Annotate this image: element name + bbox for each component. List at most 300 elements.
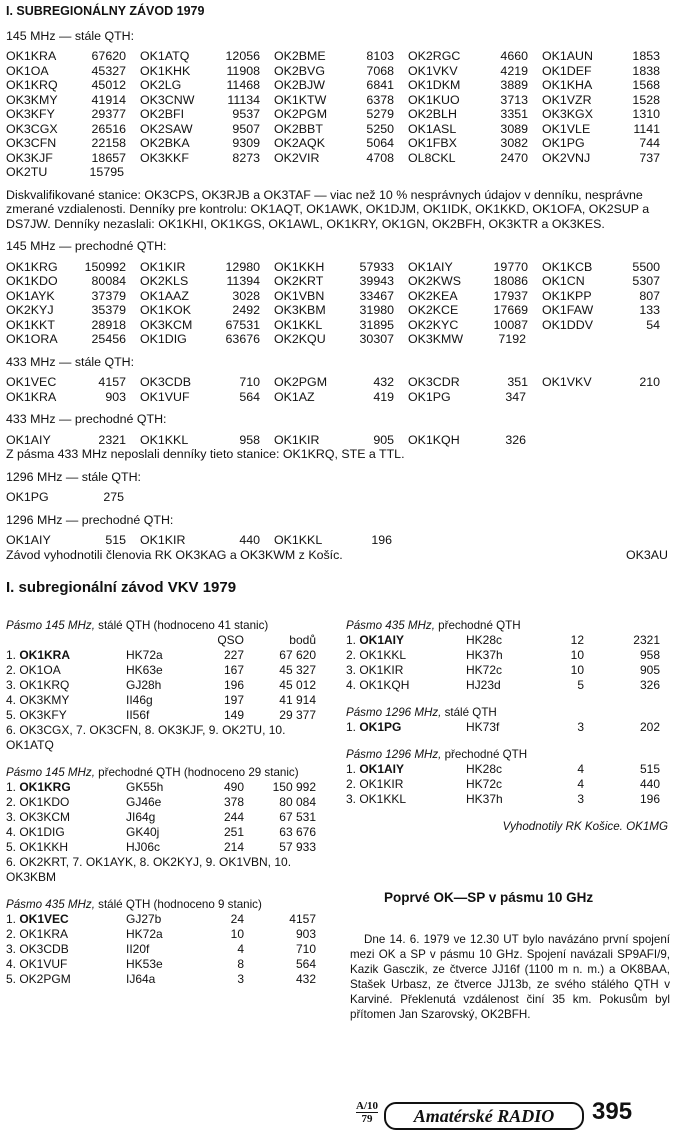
rank: 2.: [6, 795, 20, 809]
table-row: [6, 942, 336, 957]
station-cell: [408, 260, 542, 275]
rank: 3.: [346, 792, 360, 806]
score: 3028: [232, 288, 260, 303]
station-cell: [274, 375, 408, 390]
callsign: OK1FAW: [542, 303, 594, 317]
rank: 4.: [346, 678, 360, 692]
table-row: [6, 303, 668, 318]
score: 710: [239, 375, 260, 389]
rank: 4.: [6, 693, 20, 707]
score: 1141: [633, 121, 660, 136]
score: 11394: [226, 274, 260, 288]
rank: 1.: [6, 780, 20, 794]
table-row: [6, 107, 668, 122]
locator: HK28c: [466, 633, 503, 647]
locator: II46g: [126, 693, 153, 707]
station-cell: [6, 303, 140, 318]
score: 35379: [91, 303, 126, 317]
score: 8273: [232, 150, 260, 165]
score: 29377: [91, 107, 126, 121]
callsign: OK2VNJ: [542, 150, 591, 165]
points: 41 914: [279, 693, 316, 707]
table-row: [6, 780, 336, 795]
results-block: [6, 618, 336, 753]
rank: 4.: [6, 825, 20, 839]
callsign: OK3CFN: [6, 136, 57, 150]
points: 45 327: [279, 663, 316, 677]
score: 45327: [91, 63, 126, 78]
callsign: OK1KIR: [274, 432, 320, 447]
report-top: [6, 4, 668, 562]
table-row: [346, 762, 668, 777]
table-1296-prechodne: [6, 533, 668, 548]
station-cell: [274, 122, 408, 137]
score: 22158: [91, 136, 126, 150]
callsign: OK1KTW: [274, 92, 327, 107]
locator: JI64g: [126, 810, 156, 824]
table-row: [6, 840, 336, 855]
callsign: OK1VEC: [6, 375, 57, 389]
station-cell: [274, 533, 392, 548]
station-cell: [542, 93, 660, 108]
column-header: bodů: [289, 633, 316, 647]
locator: II20f: [126, 942, 150, 956]
rank-callsign: [6, 825, 126, 840]
rank-callsign: [6, 972, 126, 987]
callsign: OK2TU: [6, 165, 48, 179]
score: 903: [105, 389, 126, 404]
rank-callsign: [6, 708, 126, 723]
callsign: OK2BFI: [140, 107, 185, 121]
table-row: [6, 78, 668, 93]
rank-callsign: [6, 795, 126, 810]
block-band: Pásmo 145 MHz,: [6, 766, 95, 779]
score: 905: [373, 432, 394, 447]
table-433-stale: [6, 375, 668, 404]
block-band: Pásmo 435 MHz,: [346, 619, 435, 632]
station-cell: [140, 64, 274, 79]
station-cell: [274, 93, 408, 108]
qso-count: 378: [223, 795, 244, 809]
station-cell: [542, 318, 660, 333]
station-cell: [140, 375, 274, 390]
qso-count: 3: [577, 720, 584, 734]
qso-count: 4: [577, 777, 584, 791]
station-cell: [140, 533, 274, 548]
callsign: OK3KCM: [19, 810, 71, 824]
block-header: [6, 897, 336, 912]
points: 2321: [633, 633, 660, 647]
table-row: [6, 795, 336, 810]
score: 30307: [359, 332, 394, 346]
station-cell: [274, 107, 408, 122]
score: 9507: [232, 121, 260, 136]
callsign: OK1VKV: [408, 63, 458, 78]
qso-count: 244: [223, 810, 244, 824]
points: 326: [639, 678, 660, 692]
rank: 5.: [6, 708, 20, 722]
score: 80084: [91, 274, 126, 288]
station-cell: [408, 151, 542, 166]
evaluator-signature: Vyhodnotily RK Košice. OK1MG: [502, 820, 668, 833]
section-433-prechodne: 433 MHz — prechodné QTH:: [6, 412, 167, 426]
issue-top: A/10: [356, 1100, 378, 1112]
qso-count: 5: [577, 678, 584, 692]
rank-callsign: [6, 648, 126, 663]
section-title-vkv: I. subregionální závod VKV 1979: [6, 579, 237, 596]
score: 1528: [632, 92, 660, 107]
score: 5500: [632, 259, 660, 274]
score: 5279: [366, 107, 394, 121]
score: 7192: [498, 332, 526, 346]
score: 3082: [500, 136, 528, 150]
rank: 2.: [6, 927, 20, 941]
callsign: OK1KDO: [19, 795, 70, 809]
rank-callsign: [6, 840, 126, 855]
callsign: OK1KHA: [542, 78, 593, 92]
callsign: OK1AYK: [6, 288, 55, 303]
points: 4157: [289, 912, 316, 926]
station-cell: [408, 274, 542, 289]
callsign: OK1VKV: [542, 375, 592, 389]
callsign: OK1AUN: [542, 49, 593, 63]
table-row: [346, 648, 668, 663]
table-145-prechodne: [6, 260, 668, 347]
callsign: OK1KRG: [6, 259, 58, 274]
points: 196: [639, 792, 660, 806]
station-cell: [274, 289, 408, 304]
station-cell: [140, 260, 274, 275]
block-band: Pásmo 1296 MHz,: [346, 748, 442, 761]
qso-count: 12: [570, 633, 584, 647]
station-cell: [140, 332, 274, 347]
rank-callsign: [6, 780, 126, 795]
rank: 3.: [6, 678, 20, 692]
callsign: OK1PG: [6, 490, 49, 504]
score: 1568: [632, 78, 660, 92]
points: 57 933: [279, 840, 316, 854]
block-desc: stálé QTH (hodnoceno 41 stanic): [94, 619, 269, 632]
callsign: OK2KWS: [408, 274, 462, 288]
station-cell: [542, 107, 660, 122]
station-cell: [6, 390, 140, 405]
callsign: OK3KMY: [6, 92, 58, 107]
score: 67620: [91, 49, 126, 63]
score: 4219: [500, 63, 528, 78]
locator: HJ23d: [466, 678, 501, 692]
station-cell: [274, 390, 408, 405]
locator: HK53e: [126, 957, 163, 971]
callsign: OK1KQH: [408, 432, 460, 447]
score: 19770: [493, 259, 528, 274]
points: 564: [295, 957, 316, 971]
column-header: QSO: [217, 633, 244, 647]
block-desc: přechodné QTH: [441, 748, 528, 761]
station-cell: [6, 93, 140, 108]
callsign: OK1KPP: [542, 288, 592, 303]
station-cell: [274, 136, 408, 151]
station-cell: [408, 64, 542, 79]
remaining-ranks: 6. OK2KRT, 7. OK1AYK, 8. OK2KYJ, 9. OK1VBN, 10. OK3KBM: [6, 855, 292, 884]
callsign: OK1DIG: [140, 332, 187, 346]
callsign: OK1DKM: [408, 78, 461, 92]
station-cell: [408, 93, 542, 108]
score: 37379: [91, 288, 126, 303]
block-header: [346, 705, 668, 720]
table-row: [6, 318, 668, 333]
results-block: [346, 705, 668, 735]
callsign: OK1KRA: [19, 648, 71, 662]
station-cell: [274, 49, 408, 64]
results-block: [346, 747, 668, 807]
callsign: OK1PG: [359, 720, 402, 734]
report-title: I. SUBREGIONÁLNY ZÁVOD 1979: [6, 4, 205, 18]
callsign: OK1KKL: [274, 317, 323, 332]
qso-count: 10: [230, 927, 244, 941]
rank: 3.: [346, 663, 360, 677]
score: 196: [371, 533, 392, 547]
callsign: OK1KIR: [140, 259, 186, 274]
locator: II56f: [126, 708, 150, 722]
score: 8103: [366, 49, 394, 63]
score: 18086: [493, 274, 528, 288]
magazine-logo: Amatérské RADIO: [384, 1102, 584, 1130]
callsign: OK1OA: [19, 663, 61, 677]
table-433-prechodne: [6, 433, 668, 448]
rank: 3.: [6, 810, 20, 824]
callsign: OK1OA: [6, 63, 49, 78]
callsign: OK2BKA: [140, 136, 190, 150]
callsign: OK1VEC: [19, 912, 69, 926]
callsign: OK1KHK: [140, 63, 191, 78]
station-cell: [274, 260, 408, 275]
table-row: [346, 678, 668, 693]
callsign: OK3KFY: [19, 708, 67, 722]
score: 432: [373, 375, 394, 389]
callsign: OK3KGX: [542, 107, 593, 121]
score: 11134: [227, 92, 260, 107]
score: 11908: [226, 63, 260, 78]
table-row: [6, 490, 668, 505]
score: 41914: [91, 92, 126, 107]
score: 9537: [232, 107, 260, 121]
locator: HK72c: [466, 777, 503, 791]
callsign: OK1ORA: [6, 332, 58, 346]
points: 958: [639, 648, 660, 662]
results-block: [6, 765, 336, 885]
callsign: OK1KUO: [408, 92, 460, 107]
station-cell: [542, 78, 660, 93]
station-cell: [408, 318, 542, 333]
callsign: OK2KQU: [274, 332, 326, 346]
rank-callsign: [346, 720, 466, 735]
issue-bottom: 79: [361, 1113, 373, 1125]
station-cell: [274, 78, 408, 93]
disqualified-paragraph: Diskvalifikované stanice: OK3CPS, OK3RJB a OK3TAF — viac než 10 % nesprávnych údajov v denníku, nesprávne zmerané vzdialenosti. Denníky pre kontrolu: OK1AQT, OK1AWK, OK1DJM, OK1IDK, OK1KKD, OK1OFA, OK2SUP a DS7JW. Denníky nezaslali: OK1KHI, OK1KGS, OK1AWL, OK1KRY, OK1GN, OK2BFH, OK3KTR a OK3KES.: [6, 187, 650, 231]
station-cell: [6, 332, 140, 347]
score: 3089: [500, 121, 528, 136]
table-145-stale: [6, 49, 668, 180]
station-cell: [542, 49, 660, 64]
table-row: [6, 260, 668, 275]
rank: 4.: [6, 957, 20, 971]
callsign: OK1AAZ: [140, 288, 189, 303]
block-desc: přechodné QTH (hodnoceno 29 stanic): [94, 766, 299, 779]
score: 3713: [500, 92, 528, 107]
score: 57933: [359, 259, 394, 274]
block-header: [346, 747, 668, 762]
qso-count: 3: [577, 792, 584, 806]
qso-count: 24: [230, 912, 244, 926]
score: 5250: [366, 121, 394, 136]
callsign: OK2AQK: [274, 136, 325, 150]
callsign: OK1KIR: [359, 777, 404, 791]
callsign: OK2BVG: [274, 63, 325, 78]
callsign: OK2KYC: [408, 317, 459, 332]
table-row: [6, 693, 336, 708]
callsign: OK1AIY: [6, 432, 51, 447]
score: 26516: [91, 121, 126, 136]
block-desc: stálé QTH (hodnoceno 9 stanic): [94, 898, 262, 911]
score: 133: [639, 303, 660, 317]
rank: 1.: [346, 720, 360, 734]
station-cell: [6, 375, 140, 390]
locator: HK28c: [466, 762, 503, 776]
score: 63676: [225, 332, 260, 346]
callsign: OK2LG: [140, 78, 182, 92]
qso-count: 196: [223, 678, 244, 692]
block-header: [6, 765, 336, 780]
callsign: OK1AZ: [274, 389, 315, 404]
qso-count: 8: [237, 957, 244, 971]
callsign: OK1KCB: [542, 259, 593, 274]
score: 12980: [225, 259, 260, 274]
block-band: Pásmo 145 MHz,: [6, 619, 95, 632]
station-cell: [140, 318, 274, 333]
callsign: OK1KKT: [6, 317, 55, 332]
station-cell: [140, 107, 274, 122]
points: 29 377: [279, 708, 316, 722]
score: 31895: [359, 317, 394, 332]
table-row: [6, 64, 668, 79]
station-cell: [6, 107, 140, 122]
callsign: OK1KDO: [6, 274, 58, 288]
qso-count: 4: [237, 942, 244, 956]
callsign: OK3KCM: [140, 317, 193, 332]
callsign: OK1KKL: [359, 648, 407, 662]
column-headers: [6, 633, 336, 648]
station-cell: [6, 289, 140, 304]
score: 958: [239, 432, 260, 447]
callsign: OK2KEA: [408, 288, 458, 303]
rank-callsign: [6, 678, 126, 693]
table-row: [6, 122, 668, 137]
callsign: OK1KQH: [359, 678, 410, 692]
table-row: [346, 792, 668, 807]
station-cell: [408, 289, 542, 304]
station-cell: [274, 433, 408, 448]
score: 1838: [632, 63, 660, 78]
callsign: OK1ASL: [408, 121, 457, 136]
table-row: [6, 93, 668, 108]
station-cell: [6, 151, 140, 166]
score: 2492: [232, 303, 260, 317]
callsign: OK1KRA: [6, 49, 57, 63]
callsign: OK1KIR: [359, 663, 404, 677]
score: 15795: [89, 165, 124, 179]
locator: HK72c: [466, 663, 503, 677]
callsign: OK1KRA: [6, 389, 57, 404]
table-row: [6, 972, 336, 987]
score: 351: [507, 375, 528, 389]
score: 25456: [91, 332, 126, 346]
issue-number: [356, 1100, 378, 1125]
callsign: OK1KOK: [140, 303, 191, 317]
locator: GK55h: [126, 780, 164, 794]
score: 39943: [359, 274, 394, 288]
table-row: [6, 390, 668, 405]
callsign: OK3CGX: [6, 121, 58, 136]
score: 326: [505, 432, 526, 447]
score: 11468: [226, 78, 260, 92]
callsign: OK3KMY: [19, 693, 70, 707]
section-145-stale: 145 MHz — stále QTH:: [6, 28, 135, 43]
points: 905: [639, 663, 660, 677]
locator: HK37h: [466, 648, 503, 662]
rank: 2.: [6, 663, 20, 677]
station-cell: [6, 122, 140, 137]
station-cell: [542, 122, 660, 137]
callsign: OK2BLH: [408, 107, 457, 121]
score: 6841: [366, 78, 394, 92]
score: 4660: [500, 49, 528, 63]
station-cell: [274, 274, 408, 289]
points: 515: [639, 762, 660, 776]
score: 3351: [500, 107, 528, 121]
score: 564: [239, 389, 260, 404]
rank-callsign: [6, 912, 126, 927]
table-row: [6, 678, 336, 693]
score: 54: [646, 317, 660, 332]
score: 31980: [359, 303, 394, 317]
qso-count: 490: [223, 780, 244, 794]
locator: GJ28h: [126, 678, 162, 692]
block-band: Pásmo 435 MHz,: [6, 898, 95, 911]
station-cell: [274, 303, 408, 318]
callsign: OK2KYJ: [6, 303, 54, 317]
callsign: OK1DEF: [542, 63, 592, 78]
rank-callsign: [346, 792, 466, 807]
qso-count: 149: [223, 708, 244, 722]
station-cell: [408, 49, 542, 64]
score: 17937: [493, 288, 528, 303]
table-row: [346, 720, 668, 735]
callsign: OK1KKH: [19, 840, 69, 854]
section-433-stale: 433 MHz — stále QTH:: [6, 354, 135, 369]
callsign: OK1KRG: [19, 780, 71, 794]
article-body: Dne 14. 6. 1979 ve 12.30 UT bylo navázáno první spojení mezi OK a SP v pásmu 10 GHz. Spojení navázali SP9AFI/9, Kazik Gasczik, ze čtverce JJ16f (1100 m n. m.) a OK8BAA, Stašek Urbasz, ze čtverce JJ13b, ze svého stálého QTH v Karviné. Překlenutá vzdálenost činí 35 km. Pokusům byl přítomen Jan Szarovský, OK2BFH.: [350, 933, 670, 1021]
station-cell: [140, 136, 274, 151]
station-cell: [408, 136, 542, 151]
evaluation-text: Závod vyhodnotili členovia RK OK3KAG a OK3KWM z Košíc.: [6, 547, 343, 562]
callsign: OK1KRQ: [19, 678, 70, 692]
table-row: [6, 927, 336, 942]
rank: 2.: [346, 777, 360, 791]
table-row: [6, 289, 668, 304]
qso-count: 214: [223, 840, 244, 854]
locator: HK72a: [126, 648, 163, 662]
rank: 1.: [346, 762, 360, 776]
